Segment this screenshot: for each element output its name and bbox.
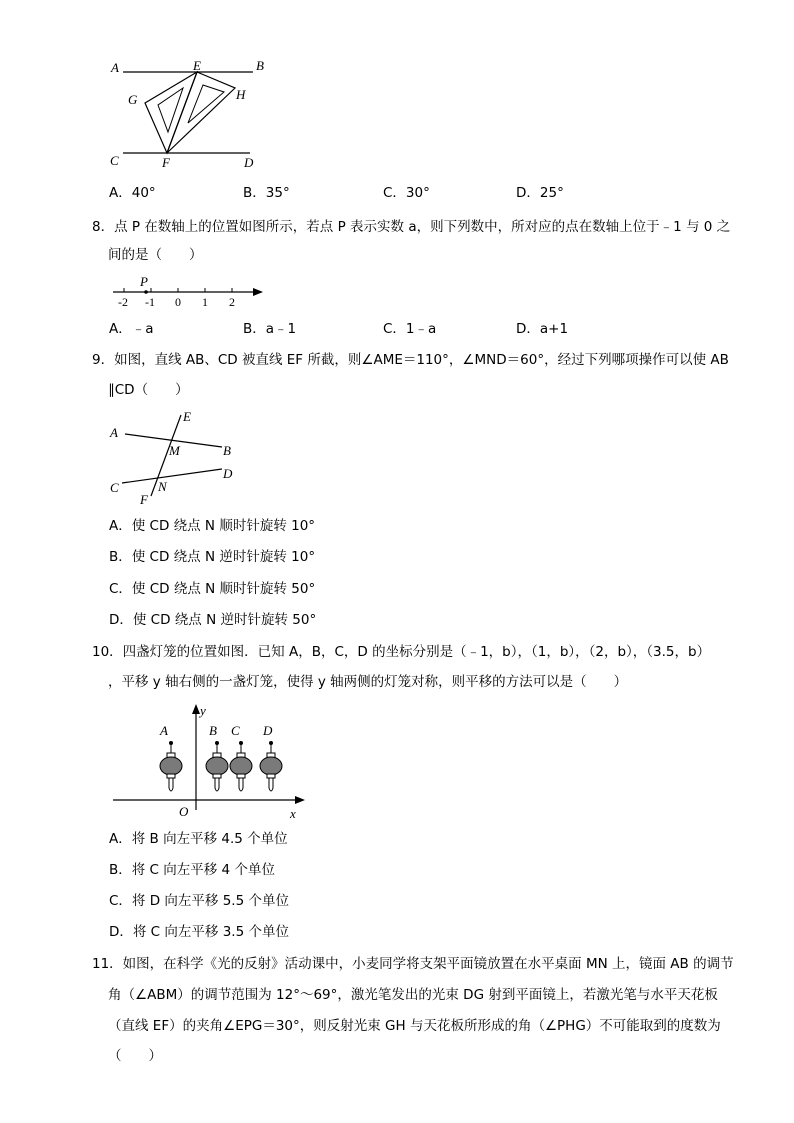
lantern-a — [160, 741, 182, 791]
q9-label-d: D — [223, 466, 233, 481]
q8-option-c[interactable]: C．1﹣a — [383, 321, 437, 337]
q8-option-d[interactable]: D．a+1 — [516, 321, 569, 337]
q10-origin-label: O — [179, 804, 189, 819]
q9-option-d[interactable]: D．使 CD 绕点 N 逆时针旋转 50° — [109, 612, 317, 628]
q10-lantern-label-d: D — [263, 723, 273, 738]
q8-tick-1: 1 — [202, 295, 208, 309]
q10-stem-line1: 10．四盏灯笼的位置如图．已知 A，B，C，D 的坐标分别是（﹣1，b），（1，b），（2，b），（3.5，b） — [92, 644, 711, 660]
q7-label-e: E — [193, 58, 201, 73]
q8-stem-line1: 8．点 P 在数轴上的位置如图所示，若点 P 表示实数 a，则下列数中，所对应的点在数轴上位于﹣1 与 0 之 — [92, 219, 731, 235]
q8-tick-0: 0 — [175, 295, 181, 309]
q9-label-e: E — [183, 409, 191, 424]
q7-option-b[interactable]: B．35° — [243, 185, 290, 201]
q7-option-d[interactable]: D．25° — [516, 185, 564, 201]
q8-number-line — [105, 272, 270, 312]
q11-stem-line2: 角（∠ABM）的调节范围为 12°～69°，激光笔发出的光束 DG 射到平面镜上，若激光笔与水平天花板 — [108, 987, 718, 1003]
q8-tick-neg1: -1 — [145, 295, 155, 309]
q10-y-label: y — [200, 703, 206, 718]
q7-label-g: G — [128, 92, 138, 107]
q9-stem-line2: ∥CD（ ） — [108, 382, 189, 398]
q10-option-a[interactable]: A．将 B 向左平移 4.5 个单位 — [109, 831, 288, 847]
q10-option-c[interactable]: C．将 D 向左平移 5.5 个单位 — [109, 893, 289, 909]
lantern-c — [230, 741, 252, 791]
q9-option-c[interactable]: C．使 CD 绕点 N 顺时针旋转 50° — [109, 581, 316, 597]
q10-x-label: x — [290, 806, 296, 821]
q9-label-a: A — [110, 425, 118, 440]
q8-option-a[interactable]: A．﹣a — [109, 321, 154, 337]
q10-stem-line2: ，平移 y 轴右侧的一盏灯笼，使得 y 轴两侧的灯笼对称，则平移的方法可以是（ ） — [108, 674, 628, 690]
q8-stem-line2: 间的是（ ） — [108, 247, 203, 263]
q10-figure — [105, 698, 315, 823]
q9-label-n: N — [158, 479, 167, 494]
q11-stem-line4: （ ） — [108, 1048, 162, 1064]
q7-option-a[interactable]: A．40° — [109, 185, 156, 201]
q7-label-b: B — [256, 58, 264, 73]
q8-tick-neg2: -2 — [118, 295, 128, 309]
q7-label-a: A — [111, 60, 119, 75]
q10-option-d[interactable]: D．将 C 向左平移 3.5 个单位 — [109, 924, 289, 940]
q7-label-h: H — [236, 87, 246, 102]
lantern-d — [260, 741, 282, 791]
q11-stem-line3: （直线 EF）的夹角∠EPG＝30°，则反射光束 GH 与天花板所形成的角（∠PHG）不可能取到的度数为 — [108, 1018, 721, 1034]
q11-stem-line1: 11．如图，在科学《光的反射》活动课中，小麦同学将支架平面镜放置在水平桌面 MN 上，镜面 AB 的调节 — [92, 956, 734, 972]
lantern-b — [206, 741, 228, 791]
q9-label-b: B — [223, 443, 231, 458]
q7-label-c: C — [110, 153, 119, 168]
q9-stem-line1: 9．如图，直线 AB、CD 被直线 EF 所截，则∠AME＝110°，∠MND＝60°，经过下列哪项操作可以使 AB — [92, 352, 729, 368]
q8-option-b[interactable]: B．a﹣1 — [243, 321, 297, 337]
q7-option-c[interactable]: C．30° — [383, 185, 430, 201]
q9-figure — [100, 405, 250, 510]
q10-option-b[interactable]: B．将 C 向左平移 4 个单位 — [109, 862, 275, 878]
q9-label-f: F — [140, 492, 148, 507]
q9-label-m: M — [169, 443, 180, 458]
q9-option-a[interactable]: A．使 CD 绕点 N 顺时针旋转 10° — [109, 518, 316, 534]
q7-label-d: D — [244, 155, 254, 170]
q10-lantern-label-b: B — [209, 723, 217, 738]
q10-lantern-label-a: A — [160, 723, 168, 738]
q9-label-c: C — [110, 480, 119, 495]
q7-figure — [100, 55, 290, 180]
q7-label-f: F — [162, 155, 170, 170]
q8-point-p: P — [140, 274, 148, 289]
q10-lantern-label-c: C — [231, 723, 240, 738]
q9-option-b[interactable]: B．使 CD 绕点 N 逆时针旋转 10° — [109, 549, 316, 565]
q8-tick-2: 2 — [229, 295, 235, 309]
